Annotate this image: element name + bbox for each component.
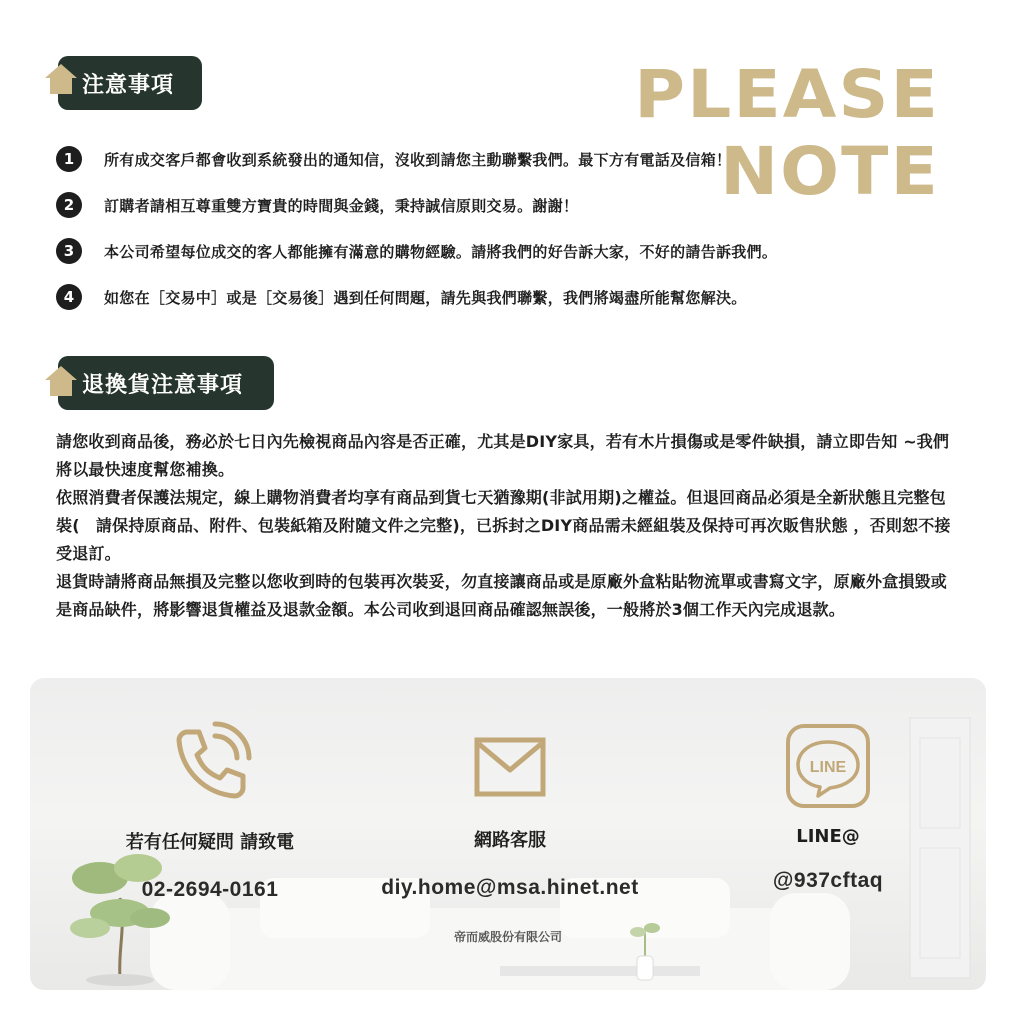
number-badge: 4: [56, 284, 82, 310]
section-title-pill: [58, 356, 274, 410]
line-id[interactable]: @937cftaq: [772, 869, 884, 892]
contact-email: [360, 736, 660, 900]
contact-phone: [70, 718, 350, 902]
list-item: [56, 136, 976, 182]
phone-number[interactable]: 02-2694-0161: [141, 878, 279, 901]
section-title-pill: [58, 56, 202, 110]
please-note-headline: PLEASE NOTE: [634, 56, 940, 210]
house-icon: [44, 62, 78, 96]
section-title: 注意事項: [82, 72, 175, 98]
number-badge: 3: [56, 238, 82, 264]
company-name: 帝而威股份有限公司: [453, 930, 562, 944]
house-icon: [44, 364, 78, 398]
email-address[interactable]: diy.home@msa.hinet.net: [381, 876, 639, 899]
note-text: 本公司希望每位成交的客人都能擁有滿意的購物經驗。請將我們的好告訴大家，不好的請告訴我們。: [104, 242, 778, 261]
paragraph: 依照消費者保護法規定，線上購物消費者均享有商品到貨七天猶豫期(非試用期)之權益。但退回商品必須是全新狀態且完整包裝( 請保持原商品、附件、包裝紙箱及附隨文件之完整)，已拆封之DIY商品需未經組裝及保持可再次販售狀態 ，否則恕不接受退訂。: [56, 488, 951, 563]
contact-label: 若有任何疑問 請致電: [125, 832, 295, 853]
mail-icon: [473, 736, 547, 798]
number-badge: 2: [56, 192, 82, 218]
contact-label: LINE@: [796, 826, 860, 847]
contact-panel: [30, 678, 986, 990]
note-text: 訂購者請相互尊重雙方寶貴的時間與金錢，秉持誠信原則交易。謝謝！: [104, 196, 579, 215]
list-item: [56, 182, 976, 228]
paragraph: 退貨時請將商品無損及完整以您收到時的包裝再次裝妥，勿直接讓商品或是原廠外盒粘貼物流單或書寫文字，原廠外盒損毀或是商品缺件，將影響退貨權益及退款金額。本公司收到退回商品確認無誤後，一般將於3個工作天內完成退款。: [56, 572, 948, 619]
notes-list: [56, 136, 976, 320]
number-badge: 1: [56, 146, 82, 172]
list-item: [56, 274, 976, 320]
contact-line: [718, 724, 938, 893]
note-text: 所有成交客戶都會收到系統發出的通知信，沒收到請您主動聯繫我們。最下方有電話及信箱！: [104, 150, 732, 169]
paragraph: 請您收到商品後，務必於七日內先檢視商品內容是否正確，尤其是DIY家具，若有木片損傷或是零件缺損，請立即告知 ~我們將以最快速度幫您補換。: [56, 432, 950, 479]
list-item: [56, 228, 976, 274]
return-policy-text: [56, 428, 958, 624]
contact-label: 網路客服: [474, 830, 546, 851]
note-text: 如您在［交易中］或是［交易後］遇到任何問題，請先與我們聯繫，我們將竭盡所能幫您解決。: [104, 288, 747, 307]
line-badge-text: LINE: [809, 759, 847, 776]
phone-icon: [165, 718, 255, 808]
line-icon: [786, 724, 870, 808]
section-title: 退換貨注意事項: [82, 372, 244, 398]
